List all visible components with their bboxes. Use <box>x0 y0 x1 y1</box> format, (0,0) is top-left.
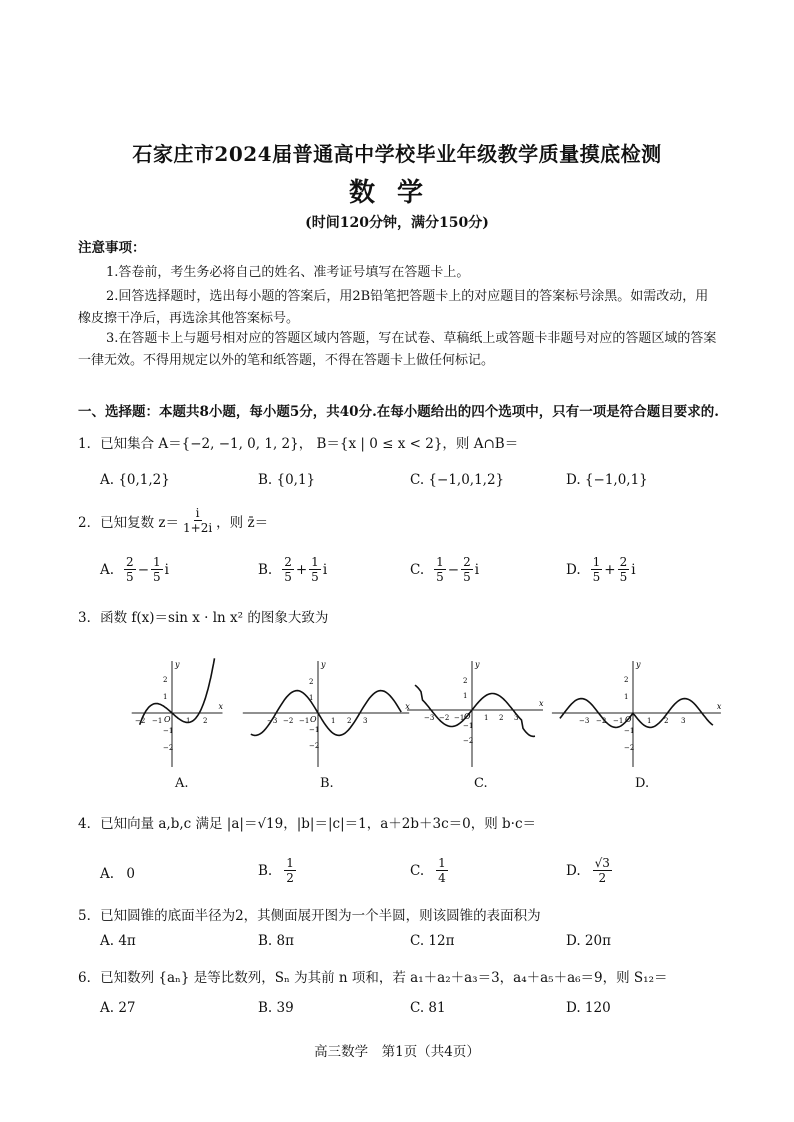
y-tick-label: 2 <box>624 676 629 684</box>
notice-item-3: 3.在答题卡上与题号相对应的答题区域内答题，写在试卷、草稿纸上或答题卡非题号对应的答题区域的答案一律无效。不得用规定以外的笔和纸答题，不得在答题卡上做任何标记。 <box>78 331 717 368</box>
origin-label: O <box>625 715 632 724</box>
fraction-denominator: 5 <box>619 570 628 584</box>
question-4-stem: 4．已知向量 a,b,c 满足 |a|＝√19，|b|＝|c|＝1，a＋2b＋3c＝0，则 b·c＝ <box>78 816 537 832</box>
x-tick-label: 2 <box>499 714 504 722</box>
x-axis-label: x <box>539 699 544 708</box>
y-tick-label: 2 <box>463 677 468 685</box>
x-tick-label: −2 <box>135 717 146 725</box>
option-letter: B. <box>258 862 273 879</box>
fraction-denominator: 5 <box>592 570 601 584</box>
option-letter: D. <box>566 561 581 578</box>
fraction-numerator: 2 <box>284 555 292 569</box>
y-tick-label: 1 <box>624 693 629 701</box>
y-tick-label: 2 <box>163 676 168 684</box>
origin-label: O <box>310 715 317 724</box>
fraction-numerator: 2 <box>126 555 134 569</box>
option-letter: C. <box>410 561 425 578</box>
option-fraction <box>436 856 448 885</box>
option-fraction-real <box>282 555 294 584</box>
option-fraction-real <box>434 555 446 584</box>
fraction-numerator: 1 <box>592 555 601 569</box>
origin-label: O <box>464 712 471 721</box>
question-2-stem-prefix: 2．已知复数 z＝ <box>78 514 179 531</box>
x-tick-label: −3 <box>579 717 590 725</box>
option-letter: A. <box>100 561 115 578</box>
fraction-denominator: 5 <box>153 570 161 584</box>
question-6-option-c: C. 81 <box>410 1000 446 1016</box>
question-1-option-c: C. {−1,0,1,2} <box>410 472 505 488</box>
time-info: (时间120分钟，满分150分) <box>305 215 489 231</box>
question-2-option-d <box>566 555 636 584</box>
option-unit: i <box>631 561 636 578</box>
question-2-stem-suffix: ，则 z̄＝ <box>216 514 269 531</box>
question-5-option-b: B. 8π <box>258 933 294 949</box>
x-tick-label: 2 <box>347 717 352 725</box>
fraction-numerator: 1 <box>153 555 161 569</box>
question-5-option-d: D. 20π <box>566 933 611 949</box>
option-letter: B. <box>258 561 273 578</box>
option-operator: − <box>137 561 149 578</box>
y-axis-label: y <box>175 660 180 669</box>
option-fraction-real <box>591 555 603 584</box>
question-1-option-d: D. {−1,0,1} <box>566 472 648 488</box>
question-6-option-d: D. 120 <box>566 1000 611 1016</box>
y-tick-label: −2 <box>463 737 474 745</box>
fraction-denominator: 2 <box>598 871 607 885</box>
y-axis-label: y <box>475 660 480 669</box>
fraction-denominator: 5 <box>126 570 134 584</box>
graph-curve-c <box>415 685 535 736</box>
subject-title: 数学 <box>348 178 445 208</box>
y-tick-label: −2 <box>309 742 320 750</box>
fraction-denominator: 5 <box>284 570 292 584</box>
fraction-numerator: i <box>195 506 200 520</box>
question-2-option-a <box>100 555 169 584</box>
question-4-option-a <box>100 866 135 882</box>
x-tick-label: −2 <box>283 717 294 725</box>
y-tick-label: −1 <box>163 727 174 735</box>
exam-title: 石家庄市2024届普通高中学校毕业年级教学质量摸底检测 <box>132 142 662 166</box>
x-tick-label: −3 <box>267 717 278 725</box>
question-5-stem: 5．已知圆锥的底面半径为2，其侧面展开图为一个半圆，则该圆锥的表面积为 <box>78 908 541 924</box>
y-tick-label: 1 <box>163 693 168 701</box>
y-tick-label: 1 <box>309 694 314 702</box>
x-tick-label: 1 <box>331 717 336 725</box>
x-tick-label: −3 <box>424 714 435 722</box>
question-2-stem <box>78 506 268 535</box>
x-axis-label: x <box>716 702 722 711</box>
option-letter: D. <box>566 862 581 879</box>
graph-group <box>132 658 722 767</box>
option-fraction-imag <box>151 555 163 584</box>
fraction-numerator: 1 <box>311 555 319 569</box>
question-3-stem: 3．函数 f(x)＝sin x · ln x² 的图象大致为 <box>78 610 329 626</box>
graph-label-d: D. <box>635 776 650 791</box>
option-fraction-imag <box>461 555 473 584</box>
notice-heading: 注意事项： <box>78 240 146 256</box>
graph-label-c: C. <box>474 776 488 791</box>
question-1-stem: 1．已知集合 A＝{−2, −1, 0, 1, 2}， B＝{x | 0 ≤ x < 2}，则 A∩B＝ <box>78 436 519 452</box>
x-tick-label: 3 <box>681 717 686 725</box>
option-fraction-imag <box>309 555 321 584</box>
fraction-denominator: 5 <box>463 570 471 584</box>
option-operator: + <box>604 561 616 578</box>
x-tick-label: 1 <box>186 717 191 725</box>
y-tick-label: −1 <box>463 722 474 730</box>
fraction-numerator: 1 <box>436 555 444 569</box>
fraction-numerator: 1 <box>438 856 446 870</box>
option-unit: i <box>164 561 169 578</box>
fraction-denominator: 4 <box>438 871 446 885</box>
option-operator: − <box>447 561 460 578</box>
x-tick-label: 3 <box>363 717 368 725</box>
graph-label-b: B. <box>320 776 334 791</box>
x-tick-label: −1 <box>454 714 465 722</box>
y-tick-label: −1 <box>624 727 635 735</box>
notice-item-1: 1.答卷前，考生务必将自己的姓名、准考证号填写在答题卡上。 <box>106 265 470 280</box>
origin-label: O <box>164 715 171 724</box>
question-4-option-c <box>410 856 450 885</box>
x-axis-label: x <box>218 702 224 711</box>
y-tick-label: 1 <box>463 692 468 700</box>
x-tick-label: −1 <box>152 717 163 725</box>
x-tick-label: −2 <box>439 714 450 722</box>
fraction-numerator: 2 <box>619 555 628 569</box>
question-1-option-b: B. {0,1} <box>258 472 316 488</box>
fraction-numerator: 1 <box>286 856 294 870</box>
fraction-denominator: 2 <box>286 871 294 885</box>
question-4-option-d <box>566 856 614 885</box>
y-tick-label: −1 <box>309 726 320 734</box>
question-6-option-a: A. 27 <box>100 1000 136 1016</box>
option-letter: C. <box>410 862 425 879</box>
x-tick-label: −1 <box>613 717 624 725</box>
question-3-graphs <box>100 655 720 775</box>
y-axis-label: y <box>321 660 326 669</box>
question-1-option-a: A. {0,1,2} <box>100 472 170 488</box>
x-tick-label: −2 <box>596 717 607 725</box>
section-heading: 一、选择题：本题共8小题，每小题5分，共40分.在每小题给出的四个选项中，只有一项是符合题目要求的. <box>78 404 719 420</box>
fraction-denominator: 5 <box>311 570 319 584</box>
option-value: 0 <box>126 866 135 882</box>
page-footer: 高三数学 第1页（共4页） <box>314 1044 480 1060</box>
fraction-numerator: √3 <box>594 856 610 870</box>
option-fraction <box>593 856 612 885</box>
x-tick-label: 1 <box>484 714 489 722</box>
fraction-numerator: 2 <box>463 555 471 569</box>
x-tick-label: 2 <box>203 717 208 725</box>
x-axis-label: x <box>405 702 410 711</box>
option-operator: + <box>295 561 308 578</box>
option-unit: i <box>474 561 480 578</box>
x-tick-label: −1 <box>299 717 310 725</box>
question-5-option-a: A. 4π <box>100 933 136 949</box>
x-tick-label: 3 <box>514 714 519 722</box>
y-axis-label: y <box>636 660 641 669</box>
fraction-denominator: 1+2i <box>183 521 213 535</box>
option-letter: A. <box>100 866 115 882</box>
question-4-option-b <box>258 856 298 885</box>
question-5-option-c: C. 12π <box>410 933 455 949</box>
option-fraction <box>284 856 296 885</box>
question-2-option-b <box>258 555 327 584</box>
x-tick-label: 1 <box>647 717 652 725</box>
option-fraction-imag <box>618 555 630 584</box>
question-2-option-c <box>410 555 479 584</box>
graph-label-a: A. <box>175 776 189 791</box>
notice-item-2: 2.回答选择题时，选出每小题的答案后，用2B铅笔把答题卡上的对应题目的答案标号涂黑。如需改动，用橡皮擦干净后，再选涂其他答案标号。 <box>78 289 709 326</box>
y-tick-label: −2 <box>163 744 174 752</box>
option-fraction-real <box>124 555 136 584</box>
y-tick-label: −2 <box>624 744 635 752</box>
fraction-denominator: 5 <box>436 570 444 584</box>
question-6-option-b: B. 39 <box>258 1000 294 1016</box>
x-tick-label: 2 <box>664 717 669 725</box>
y-tick-label: 2 <box>309 678 314 686</box>
option-unit: i <box>322 561 328 578</box>
question-6-stem: 6．已知数列 {aₙ} 是等比数列，Sₙ 为其前 n 项和，若 a₁＋a₂＋a₃＝3，a₄＋a₅＋a₆＝9，则 S₁₂＝ <box>78 970 668 986</box>
question-2-fraction <box>181 506 214 535</box>
